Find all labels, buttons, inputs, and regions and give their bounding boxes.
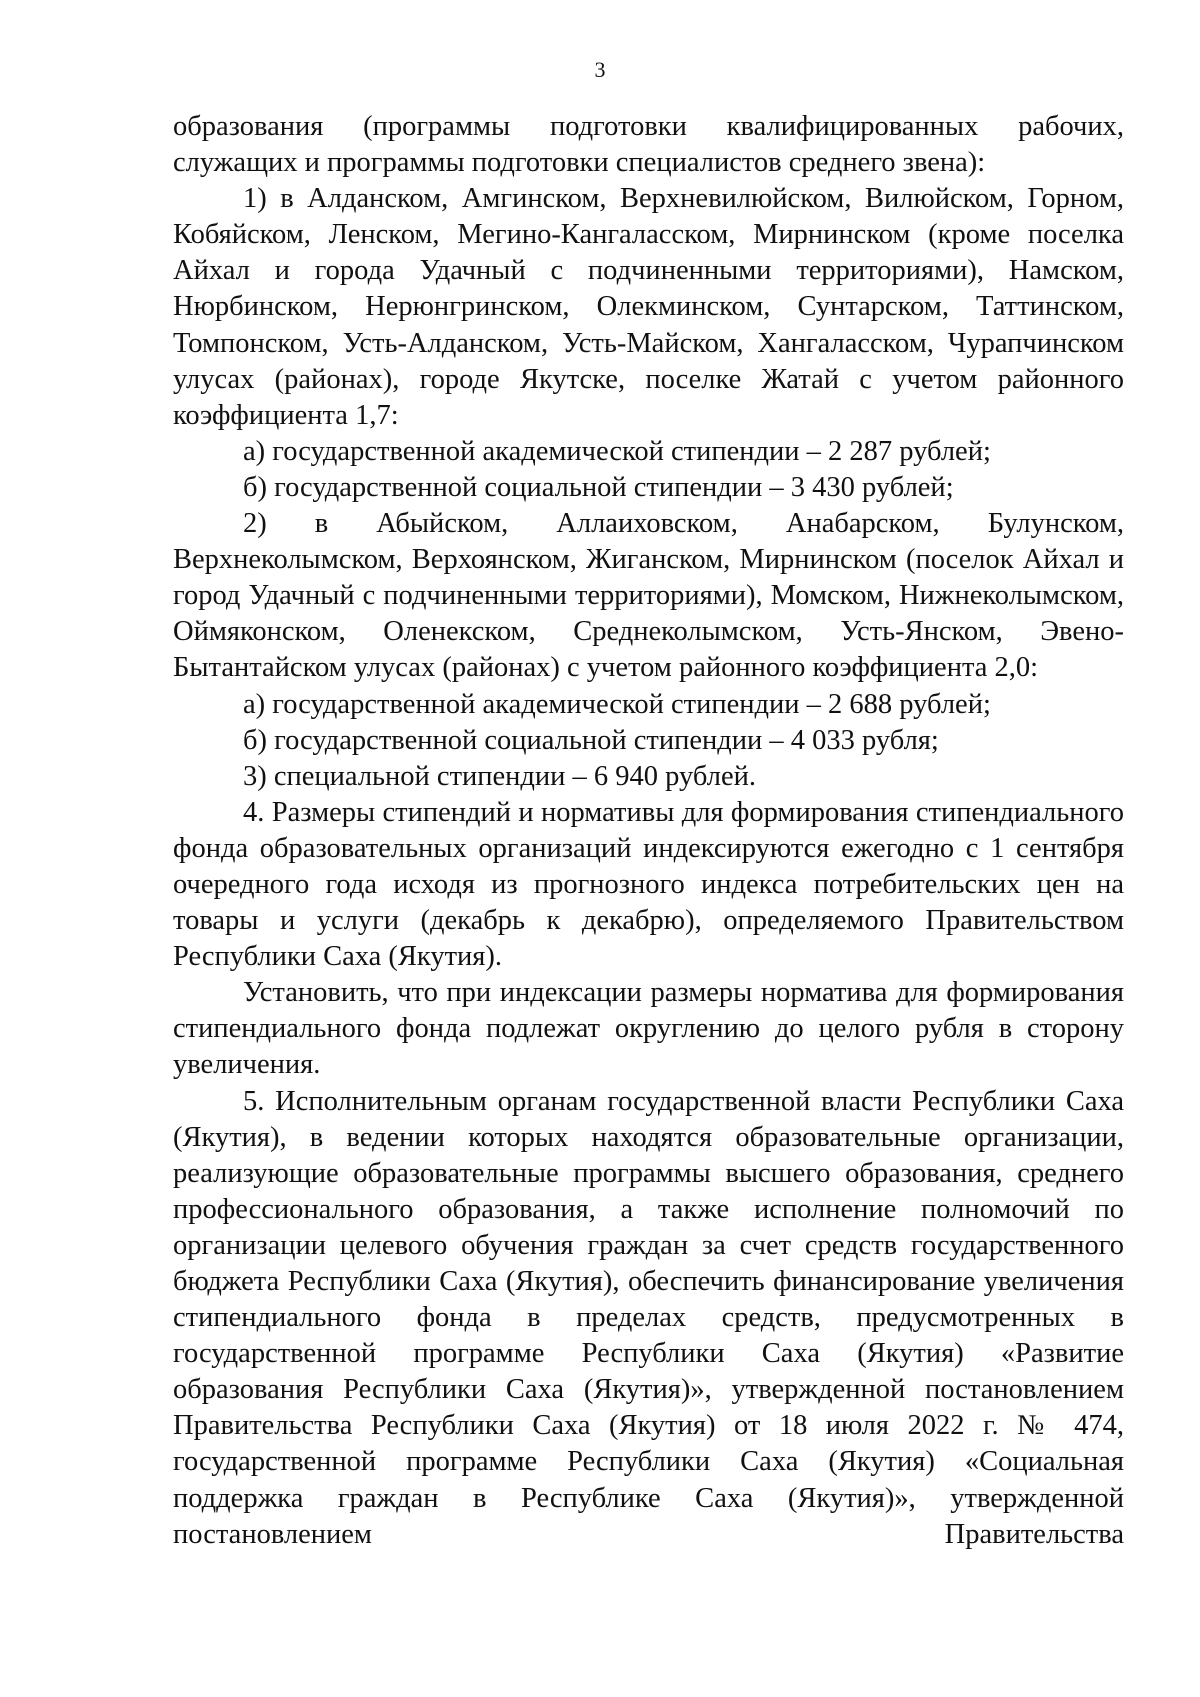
list-item-academic-stipend-1-7: а) государственной академической стипендии – 2 287 рублей;	[243, 435, 991, 467]
page-number: 3	[594, 57, 606, 82]
paragraph-rounding-rule: Установить, что при индексации размеры норматива для формирования стипендиального фонда подлежат округлению до целого рубля в сторону увеличения.	[173, 977, 1124, 1081]
list-item-special-stipend: 3) специальной стипендии – 6 940 рублей.	[243, 760, 756, 792]
paragraph-education-programs: образования (программы подготовки квалифицированных рабочих, служащих и программы подготовки специалистов среднего звена):	[173, 111, 1124, 179]
document-body	[173, 109, 1124, 1553]
list-item-social-stipend-1-7: б) государственной социальной стипендии – 3 430 рублей;	[243, 471, 954, 503]
paragraph-clause-4-indexation: 4. Размеры стипендий и нормативы для формирования стипендиального фонда образовательных организаций индексируются ежегодно с 1 сентября очередного года исходя из прогнозного индекса потребительских цен на товары и услуги (декабрь к декабрю), определяемого Правительством Республики Саха (Якутия).	[173, 796, 1124, 973]
list-item-districts-coefficient-1-7: 1) в Алданском, Амгинском, Верхневилюйском, Вилюйском, Горном, Кобяйском, Ленском, Мегино-Кангаласском, Мирнинском (кроме поселка Айхал и города Удачный с подчиненными территориями), Намском, Нюрбинском, Нерюнгринском, Олекминском, Сунтарском, Таттинском, Томпонском, Усть-Алданском, Усть-Майском, Хангаласском, Чурапчинском улусах (районах), городе Якутске, поселке Жатай с учетом районного коэффициента 1,7:	[173, 183, 1124, 431]
list-item-social-stipend-2-0: б) государственной социальной стипендии – 4 033 рубля;	[243, 724, 939, 756]
list-item-academic-stipend-2-0: а) государственной академической стипендии – 2 688 рублей;	[243, 688, 991, 720]
list-item-districts-coefficient-2-0: 2) в Абыйском, Аллаиховском, Анабарском, Булунском, Верхнеколымском, Верхоянском, Жиганском, Мирнинском (поселок Айхал и город Удачный с подчиненными территориями), Момском, Нижнеколымском, Оймяконском, Оленекском, Среднеколымском, Усть-Янском, Эвено-Бытантайском улусах (районах) с учетом районного коэффициента 2,0:	[173, 508, 1124, 684]
paragraph-clause-5-financing: 5. Исполнительным органам государственной власти Республики Саха (Якутия), в ведении которых находятся образовательные организации, реализующие образовательные программы высшего образования, среднего профессионального образования, а также исполнение полномочий по организации целевого обучения граждан за счет средств государственного бюджета Республики Саха (Якутия), обеспечить финансирование увеличения стипендиального фонда в пределах средств, предусмотренных в государственной программе Республики Саха (Якутия) «Развитие образования Республики Саха (Якутия)», утвержденной постановлением Правительства Республики Саха (Якутия) от 18 июля 2022 г. № 474, государственной программе Республики Саха (Якутия) «Социальная поддержка граждан в Республике Саха (Якутия)», утвержденной постановлением Правительства	[173, 1085, 1124, 1550]
